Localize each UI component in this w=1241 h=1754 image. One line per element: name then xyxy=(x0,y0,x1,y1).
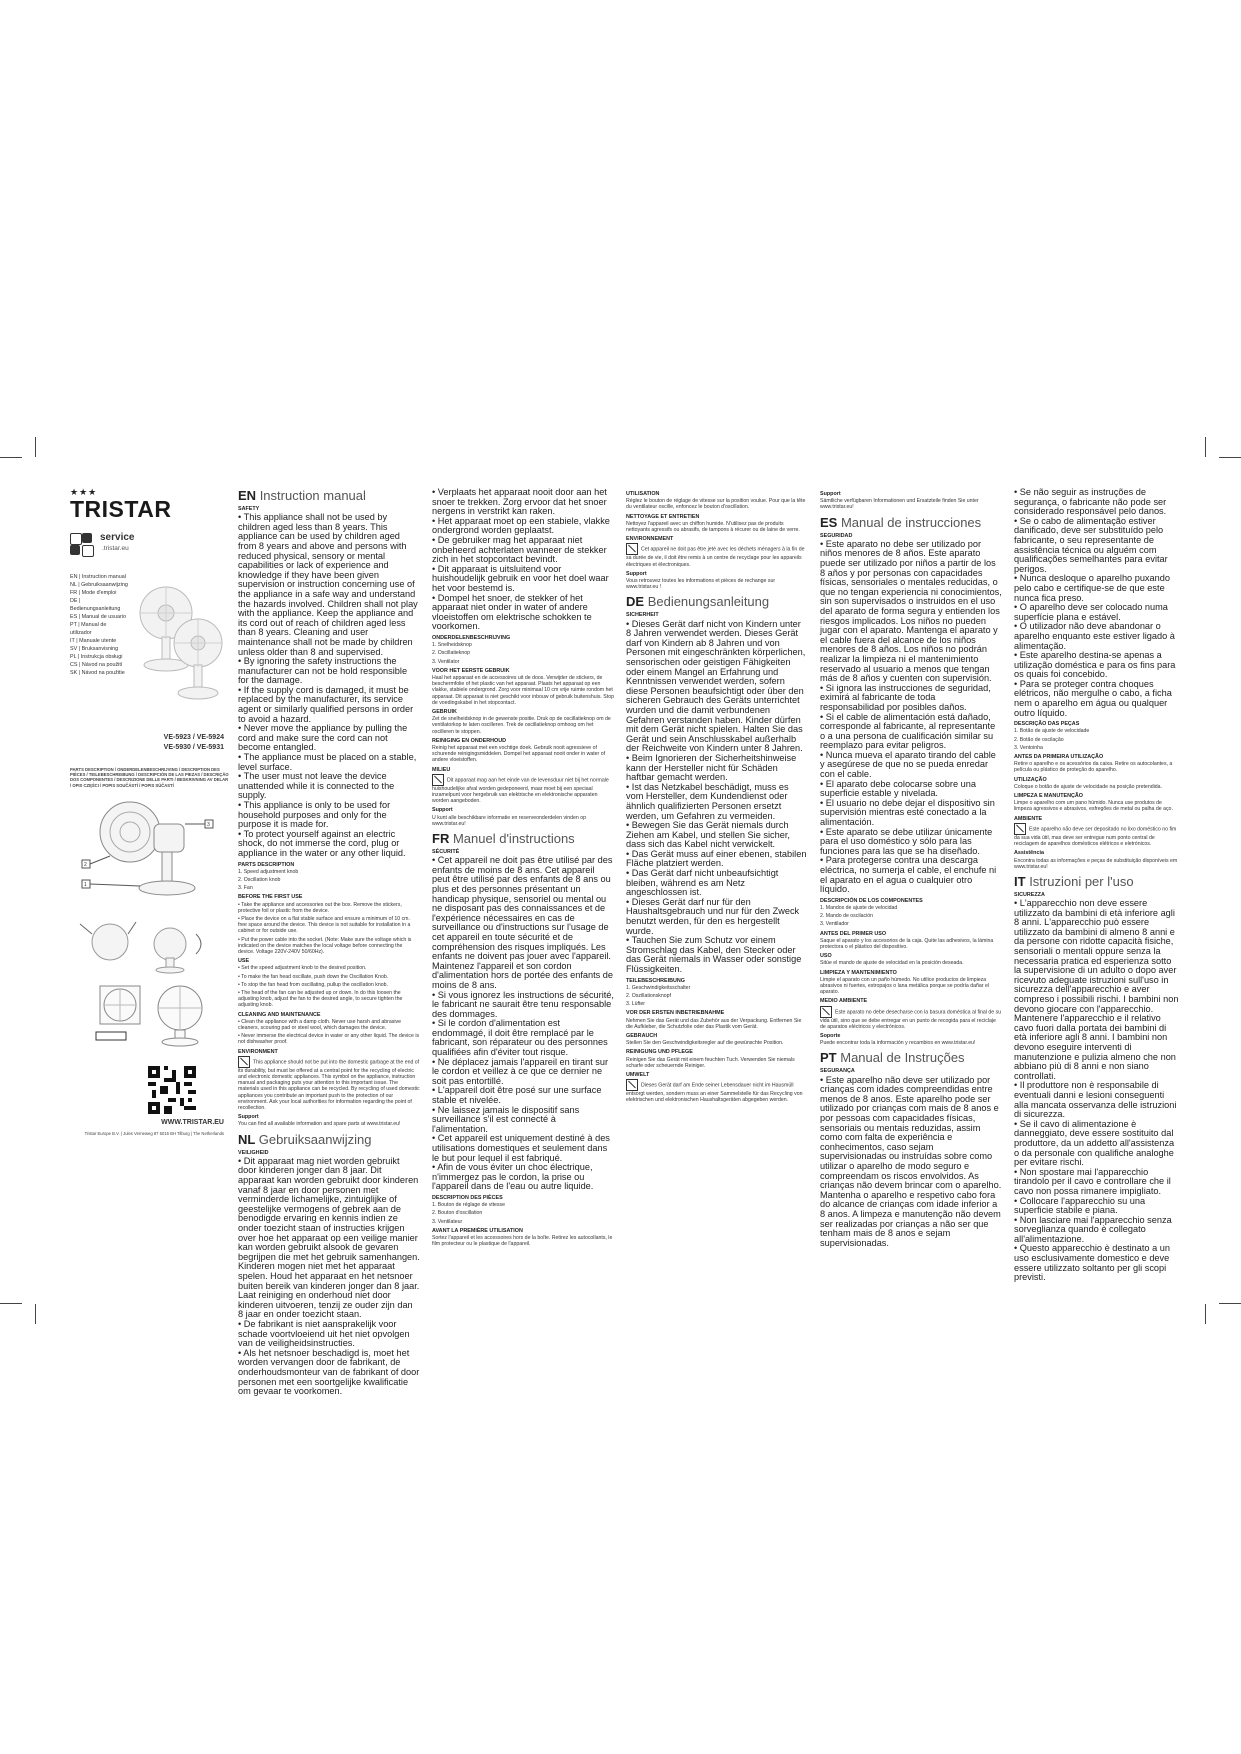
paragraph: • Set the speed adjustment knob to the desired position. xyxy=(238,965,420,971)
part-item: 2. Mando de oscilación xyxy=(820,913,874,920)
crop-mark xyxy=(35,437,36,457)
svg-text:3: 3 xyxy=(207,821,210,828)
language-item: PL | Instrukcja obsługi xyxy=(70,654,123,660)
subheading: AVANT LA PREMIÈRE UTILISATION xyxy=(432,1227,523,1234)
section-heading-it: IT Istruzioni per l'uso xyxy=(1014,873,1134,889)
parts-caption: PARTS DESCRIPTION / ONDERDELENBESCHRIJVING / DESCRIPTION DES PIÈCES / TEILEBESCHREIBUNG / DESCRIPCIÓN DE LAS PIEZAS / DESCRIÇÃO DOS COMPONENTES / DESCRIZIONE DELLE PARTI / BESKRIVNING AV DELAR / OPIS CZĘŚCI / POPIS SOUČÁSTÍ / POPIS SÚČASTÍ xyxy=(70,767,229,788)
manual-sheet xyxy=(60,487,1180,1397)
part-item: 3. Ventilador xyxy=(820,921,849,928)
paragraph: Vous retrouvez toutes les informations et pièces de rechange sur www.tristar.eu ! xyxy=(626,578,776,591)
subheading: GEBRUIK xyxy=(432,708,457,715)
paragraph: Nettoyez l'appareil avec un chiffon humide. N'utilisez pas de produits nettoyants agressifs ou abrasifs, de tampons à récurer ou de laine de verre. xyxy=(626,520,800,534)
paragraph: U kunt alle beschikbare informatie en reserveonderdelen vinden op www.tristar.eu! xyxy=(432,814,586,827)
safety-list-fr: • Cet appareil ne doit pas être utilisé par des enfants de moins de 8 ans. Cet appareil peut être utilisé par des enfants de 8 ans ou plus et des personnes présentant un handicap physique, sensoriel ou mental ou ne disposant pas des connaissances et de l'expérience nécessaires en cas de surveillance ou d'instructions sur l'usage de cet appareil en toute sécurité et de compréhension des risques impliqués. Les enfants ne doivent pas jouer avec l'appareil. Maintenez l'appareil et son cordon d'alimentation hors de portée des enfants de moins de 8 ans. • Si vous ignorez les instructions de sécurité, le fabricant ne saurait être tenu responsable des dommages. • Si le cordon d'alimentation est endommagé, il doit être remplacé par le fabricant, son réparateur ou des personnes qualifiées afin d'éviter tout risque. • Ne déplacez jamais l'appareil en tirant sur le cordon et veillez à ce que ce dernier ne soit pas entortillé. • L'appareil doit être posé sur une surface stable et nivelée. • Ne laissez jamais le dispositif sans surveillance s'il est connecté à l'alimentation. • Cet appareil est uniquement destiné à des utilisations domestiques et seulement dans le but pour lequel il est fabriqué. • Afin de vous éviter un choc électrique, n'immergez pas le cordon, la prise ou l'appareil dans de l'eau ou autre liquide. xyxy=(432,856,614,1192)
subheading: BEFORE THE FIRST USE xyxy=(238,894,303,901)
paragraph: • Place the device on a flat stable surface and ensure a minimum of 10 cm. free space around the device. This device is not suitable for installation in a cabinet or for outside use. xyxy=(238,916,420,935)
language-item: IT | Manuale utente xyxy=(70,638,117,644)
language-item: NL | Gebruiksaanwijzing xyxy=(70,582,128,588)
paragraph: Limpie el aparato con un paño húmedo. No utilice productos de limpieza abrasivos ni fuertes, estropajos o lana metálica porque se podría dañar el aparato. xyxy=(820,976,989,996)
address: Tristar Europe B.V. | Jules Verneweg 87 5015 BH Tilburg | The Netherlands xyxy=(84,1130,224,1136)
subheading: NETTOYAGE ET ENTRETIEN xyxy=(626,513,700,520)
part-item: 2. Oscillatieknop xyxy=(432,650,471,657)
safety-list-en: • This appliance shall not be used by children aged less than 8 years. This appliance can be used by children aged from 8 years and above and persons with reduced physical, sensory or mental capabilities or lack of experience and knowledge if they have been given supervision or instruction concerning use of the appliance in a safe way and understand the hazards involved. Children shall not play with the appliance. Keep the appliance and its cord out of reach of children aged less than 8 years. Cleaning and user maintenance shall not be made by children unless older than 8 and supervised. • By ignoring the safety instructions the manufacturer can not be hold responsible for the damage. • If the supply cord is damaged, it must be replaced by the manufacturer, its service agent or similarly qualified persons in order to avoid a hazard. • Never move the appliance by pulling the cord and make sure the cord can not become entangled. • The appliance must be placed on a stable, level surface. • The user must not leave the device unattended while it is connected to the supply. • This appliance is only to be used for household purposes and only for the purpose it is made for. • To protect yourself against an electric shock, do not immerse the cord, plug or appliance in the water or any other liquid. xyxy=(238,513,420,858)
subheading: CLEANING AND MAINTENANCE xyxy=(238,1011,321,1018)
language-item: DE | Bedienungsanleitung xyxy=(70,598,121,612)
language-item: ES | Manual de usuario xyxy=(70,614,126,620)
svg-text:1: 1 xyxy=(84,881,87,888)
subheading: REINIGUNG UND PFLEGE xyxy=(626,1049,693,1056)
subheading: LIMPEZA E MANUTENÇÃO xyxy=(1014,793,1083,800)
paragraph: • Take the appliance and accessories out the box. Remove the stickers, protective foil or plastic from the device. xyxy=(238,902,420,914)
model-line: VE-5923 / VE-5924 xyxy=(163,734,224,741)
subheading: VEILIGHEID xyxy=(238,1149,269,1156)
brand-logo: TRISTAR xyxy=(70,496,172,522)
language-item: FR | Mode d'emploi xyxy=(70,590,117,596)
part-item: 2. Bouton d'oscillation xyxy=(432,1210,483,1217)
part-item: 1. Botão de ajuste de velocidade xyxy=(1014,728,1090,735)
paragraph: • To stop the fan head from oscillating, pullup the oscillation knob. xyxy=(238,982,420,988)
subheading: MEDIO AMBIENTE xyxy=(820,998,868,1005)
service-icons xyxy=(70,533,94,557)
model-numbers xyxy=(70,733,224,753)
paragraph: Haal het apparaat en de accessoires uit de doos. Verwijder de stickers, de beschermfolie of het plastic van het apparaat. Plaats het apparaat op een vlakke, stabiele ondergrond. Zorg voor minimaal 10 cm vrije ruimte rondom het apparaat. Dit apparaat is niet geschikt voor inbouw of gebruik buitenshuis. Stop de voedingskabel in het stopcontact. xyxy=(432,674,614,706)
safety-list-pt-cont: • Se não seguir as instruções de segurança, o fabricante não pode ser considerado responsável pelo danos. • Se o cabo de alimentação estiver danificado, deve ser substituído pelo fabricante, o seu representante de assistência técnica ou alguém com qualificações semelhantes para evitar perigos. • Nunca desloque o aparelho puxando pelo cabo e certifique-se de que este nunca fica preso. • O aparelho deve ser colocado numa superfície plana e estável. • O utilizador não deve abandonar o aparelho enquanto este estiver ligado à alimentação. • Este aparelho destina-se apenas a utilização doméstica e para os fins para os quais foi concebido. • Para se proteger contra choques elétricos, não mergulhe o cabo, a ficha nem o aparelho em água ou qualquer outro líquido. xyxy=(1014,488,1180,718)
recycle-bin-icon xyxy=(238,1056,250,1068)
paragraph: Sämtliche verfügbaren Informationen und Ersatzteile finden Sie unter www.tristar.eu! xyxy=(820,498,979,511)
crop-mark xyxy=(35,1304,36,1324)
part-item: 3. Ventilator xyxy=(432,658,460,665)
section-heading-de: DE Bedienungsanleitung xyxy=(626,594,770,610)
column-en-nl xyxy=(238,488,420,1397)
language-item: SV | Bruksanvisning xyxy=(70,646,119,652)
assembly-diagram xyxy=(70,914,230,974)
product-photo xyxy=(128,573,228,723)
part-item: 1. Bouton de réglage de vitesse xyxy=(432,1202,505,1209)
svg-text:2: 2 xyxy=(84,861,87,868)
subheading: PARTS DESCRIPTION xyxy=(238,861,295,868)
subheading: Assistência xyxy=(1014,850,1044,857)
subheading: VOOR HET EERSTE GEBRUIK xyxy=(432,667,510,674)
model-line: VE-5930 / VE-5931 xyxy=(163,744,224,751)
part-item: 2. Botão de oscilação xyxy=(1014,736,1064,743)
subheading: SICUREZZA xyxy=(1014,891,1045,898)
column-fr-de xyxy=(626,488,808,1106)
part-item: 1. Geschwindigkeitsschalter xyxy=(626,984,691,991)
column-nl-fr xyxy=(432,488,614,1249)
paragraph: Stellen Sie den Geschwindigkeitsregler auf die gewünschte Position. xyxy=(626,1040,784,1047)
paragraph: • To make the fan head oscillate, push down the Oscillation Knob. xyxy=(238,974,420,980)
paragraph: Limpe o aparelho com um pano húmido. Nunca use produtos de limpeza agressivos e abrasivos, esfregões de metal ou palha de aço. xyxy=(1014,800,1173,813)
paragraph: Réglez le bouton de réglage de vitesse sur la position voulue. Pour que la tête du ventilateur oscille, enfoncez le bouton d'oscillation. xyxy=(626,498,806,511)
subheading: ANTES DA PRIMEIRA UTILIZAÇÃO xyxy=(1014,754,1104,761)
website-label: WWW.TRISTAR.EU xyxy=(161,1119,224,1127)
paragraph: Cet appareil ne doit pas être jeté avec les déchets ménagers à la fin de sa durée de vie, il doit être remis à un centre de recyclage pour les appareils électriques et électroniques. xyxy=(626,543,808,567)
paragraph: Puede encontrar toda la información y recambios en www.tristar.eu! xyxy=(820,1040,976,1047)
cover-column xyxy=(70,488,230,1136)
column-es-pt xyxy=(820,488,1002,1248)
part-item: 3. Ventilateur xyxy=(432,1218,463,1225)
part-item: 1. Mandos de ajuste de velocidad xyxy=(820,904,898,911)
paragraph: Sitúe el mando de ajuste de velocidad en la posición deseada. xyxy=(820,960,964,967)
subheading: MILIEU xyxy=(432,766,451,773)
subheading: TEILEBESCHREIBUNG xyxy=(626,977,686,984)
subheading: REINIGING EN ONDERHOUD xyxy=(432,737,506,744)
subheading: UTILISATION xyxy=(626,491,660,497)
paragraph: • The head of the fan can be adjusted up or down. In do this loosen the adjusting knob, adjust the fan to the desired angle, to secure tighten the adjusting knob. xyxy=(238,990,420,1009)
section-heading-en: EN Instruction manual xyxy=(238,488,366,503)
paragraph: You can find all available information and spare parts at www.tristar.eu! xyxy=(238,1121,401,1128)
part-item: 3. Fan xyxy=(238,885,253,892)
brand-stars: ★★★ xyxy=(70,487,98,497)
parts-diagram xyxy=(70,794,230,904)
paragraph: Este aparato no debe desecharse con la basura doméstica al final de su vida útil, sino que se debe entregar en un punto de recogida para el reciclaje de aparatos eléctricos y electrónicos. xyxy=(820,1006,1002,1030)
subheading: LIMPIEZA Y MANTENIMIENTO xyxy=(820,969,897,976)
language-item: CS | Návod na použití xyxy=(70,662,123,668)
paragraph: Reinigen Sie das Gerät mit einem feuchten Tuch. Verwenden Sie niemals scharfe oder scheuernde Reiniger. xyxy=(626,1056,795,1069)
paragraph: Saque el aparato y los accesorios de la caja. Quite las adhesivos, la lámina protectora o el plástico del dispositivo. xyxy=(820,937,994,950)
paragraph: Reinig het apparaat met een vochtige doek. Gebruik nooit agressieve of schurende reinigingsmiddelen. Dompel het apparaat nooit onder in water of andere vloeistoffen. xyxy=(432,744,606,764)
section-heading-es: ES Manual de instrucciones xyxy=(820,514,982,530)
part-item: 2. Oszillationsknopf xyxy=(626,993,671,1000)
subheading: DESCRIÇÃO DAS PEÇAS xyxy=(1014,721,1080,728)
subheading: DESCRIPCIÓN DE LOS COMPONENTES xyxy=(820,897,923,904)
part-item: 1. Snelheidsknop xyxy=(432,642,472,649)
safety-list-nl: • Dit apparaat mag niet worden gebruikt door kinderen jonger dan 8 jaar. Dit apparaat kan worden gebruikt door kinderen vanaf 8 jaar en door personen met verminderde lichamelijke, zintuiglijke of geestelijke vermogens of gebrek aan de benodigde ervaring en kennis indien ze onder toezicht staan of instructies krijgen over hoe het apparaat op een veilige manier kan worden gebruikt alsook de gevaren begrijpen die met het gebruik samenhangen. Kinderen mogen niet met het apparaat spelen. Houd het apparaat en het netsnoer buiten bereik van kinderen jonger dan 8 jaar. Laat reiniging en onderhoud niet door kinderen uitvoeren, tenzij ze ouder zijn dan 8 jaar en onder toezicht staan. • De fabrikant is niet aansprakelijk voor schade voortvloeiend uit het niet opvolgen van de veiligheidsinstructies. • Als het netsnoer beschadigd is, moet het worden vervangen door de fabrikant, de onderhoudsmonteur van de fabrikant of door personen met een soortgelijke kwalificatie om gevaar te voorkomen. xyxy=(238,1157,420,1397)
subheading: USO xyxy=(820,953,832,960)
subheading: SÉCURITÉ xyxy=(432,848,460,855)
paragraph: • Never immerse the electrical device in water or any other liquid. The device is not dishwasher proof. xyxy=(238,1033,420,1045)
subheading: Soporte xyxy=(820,1033,841,1040)
paragraph: Nehmen Sie das Gerät und das Zubehör aus der Verpackung. Entfernen Sie die Aufkleber, die Schutzfolie oder das Plastik vom Gerät. xyxy=(626,1017,802,1030)
language-item: PT | Manual de utilizador xyxy=(70,622,107,636)
part-item: 2. Oscillation knob xyxy=(238,876,281,883)
paragraph: • Put the power cable into the socket. (Note: Make sure the voltage which is indicated on the device matches the local voltage before connecting the device. Voltage 220V-240V 50/60Hz). xyxy=(238,937,420,956)
subheading: Support xyxy=(820,491,841,497)
crop-mark xyxy=(1205,1304,1206,1324)
subheading: SEGURANÇA xyxy=(820,1068,855,1075)
column-pt-it xyxy=(1014,488,1180,1283)
crop-mark xyxy=(0,457,22,458)
section-heading-nl: NL Gebruiksaanwijzing xyxy=(238,1131,372,1147)
recycle-bin-icon xyxy=(1014,823,1026,835)
paragraph: This appliance should not be put into the domestic garbage at the end of its durability, but must be offered at a central point for the recycling of electric and electronic domestic appliances. This symbol on the appliance, instruction manual and packaging puts your attention to this important issue. The materials used in this appliance can be recycled. By recycling of used domestic appliances you contribute an important push to the protection of our environment. Ask your local authorities for information regarding the point of recollection. xyxy=(238,1056,420,1111)
paragraph: Sortez l'appareil et les accessoires hors de la boîte. Retirez les autocollants, le film protecteur ou le plastique de l'appareil. xyxy=(432,1234,613,1248)
safety-list-nl-cont: • Verplaats het apparaat nooit door aan het snoer te trekken. Zorg ervoor dat het snoer nergens in verstrikt kan raken. • Het apparaat moet op een stabiele, vlakke ondergrond worden geplaatst. • De gebruiker mag het apparaat niet onbeheerd achterlaten wanneer de stekker zich in het stopcontact bevindt. • Dit apparaat is uitsluitend voor huishoudelijk gebruik en voor het doel waar het voor bestemd is. • Dompel het snoer, de stekker of het apparaat niet onder in water of andere vloeistoffen om elektrische schokken te voorkomen. xyxy=(432,488,614,632)
subheading: SEGURIDAD xyxy=(820,532,853,539)
subheading: UMWELT xyxy=(626,1072,650,1079)
subheading: GEBRAUCH xyxy=(626,1033,658,1040)
section-heading-pt: PT Manual de Instruções xyxy=(820,1050,965,1066)
subheading: Support xyxy=(238,1114,259,1121)
subheading: DESCRIPTION DES PIÈCES xyxy=(432,1194,503,1201)
qr-code xyxy=(148,1066,196,1114)
subheading: AMBIENTE xyxy=(1014,815,1043,822)
grille-diagram xyxy=(70,980,230,1050)
paragraph: Coloque o botão de ajuste de velocidade na posição pretendida. xyxy=(1014,783,1162,790)
service-block xyxy=(70,533,230,559)
part-item: 3. Ventoinha xyxy=(1014,744,1043,751)
subheading: ONDERDELENBESCHRIJVING xyxy=(432,634,511,641)
subheading: ENVIRONNEMENT xyxy=(626,536,674,543)
subheading: ANTES DEL PRIMER USO xyxy=(820,930,887,937)
part-item: 1. Speed adjustment knob xyxy=(238,868,299,875)
subheading: UTILIZAÇÃO xyxy=(1014,776,1047,783)
paragraph: Este aparelho não deve ser depositado no lixo doméstico no fim da sua vida útil, mas deve ser entregue num ponto central de reciclagem de aparelhos domésticos elétricos e eletrónicos. xyxy=(1014,823,1180,847)
safety-list-it: • L'apparecchio non deve essere utilizzato da bambini di età inferiore agli 8 anni. L'apparecchio può essere utilizzato da bambini di almeno 8 anni e da persone con ridotte capacità fisiche, sensoriali o mentali oppure senza la necessaria pratica ed esperienza sotto la supervisione di un adulto o dopo aver ricevuto adeguate istruzioni sull'uso in sicurezza dell'apparecchio e aver compreso i possibili rischi. I bambini non devono giocare con l'apparecchio. Mantenere l'apparecchio e il relativo cavo fuori dalla portata dei bambini di età inferiore agli 8 anni. I bambini non devono eseguire interventi di manutenzione e pulizia almeno che non abbiano più di 8 anni e non siano controllati. • Il produttore non è responsabile di eventuali danni e lesioni conseguenti alla mancata osservanza delle istruzioni di sicurezza. • Se il cavo di alimentazione è danneggiato, deve essere sostituito dal produttore, da un addetto all'assistenza o da personale con qualifiche analoghe per evitare rischi. • Non spostare mai l'apparecchio tirandolo per il cavo e controllare che il cavo non possa rimanere impigliato. • Collocare l'apparecchio su una superficie stabile e piana. • Non lasciare mai l'apparecchio senza sorveglianza quando è collegato all'alimentazione. • Questo apparecchio è destinato a un uso esclusivamente domestico e deve essere utilizzato soltanto per gli scopi previsti. xyxy=(1014,899,1180,1283)
subheading: Support xyxy=(432,807,453,814)
language-item: EN | Instruction manual xyxy=(70,574,126,580)
part-item: 3. Lüfter xyxy=(626,1001,646,1008)
safety-list-es: • Este aparato no debe ser utilizado por niños menores de 8 años. Este aparato puede ser utilizado por niños a partir de los 8 años y por personas con capacidades físicas, sensoriales o mentales reducidas, o que no tengan experiencia ni conocimientos, sin son supervisados o instruidos en el uso del aparato de forma segura y entienden los riesgos implicados. Los niños no pueden jugar con el aparato. Mantenga el aparato y el cable fuera del alcance de los niños menores de 8 años. Los niños no podrán realizar la limpieza ni el mantenimiento reservado al usuario a menos que tengan más de 8 años y cuenten con supervisión. • Si ignora las instrucciones de seguridad, eximirá al fabricante de toda responsabilidad por posibles daños. • Si el cable de alimentación está dañado, corresponde al fabricante, al representante o a una persona de cualificación similar su reemplazo para evitar peligros. • Nunca mueva el aparato tirando del cable y asegúrese de que no se pueda enredar con el cable. • El aparato debe colocarse sobre una superficie estable y nivelada. • El usuario no debe dejar el dispositivo sin supervisión mientras esté conectado a la alimentación. • Este aparato se debe utilizar únicamente para el uso doméstico y sólo para las funciones para las que se ha diseñado. • Para protegerse contra una descarga eléctrica, no sumerja el cable, el enchufe ni el aparato en el agua o cualquier otro líquido. xyxy=(820,540,1002,895)
language-item: SK | Návod na použitie xyxy=(70,670,125,676)
service-url: .tristar.eu xyxy=(102,545,129,552)
paragraph: Zet de snelheidsknop in de gewenste positie. Druk op de oscillatieknop om de ventilatorkop te laten oscilleren. Trek de oscillatieknop omhoog om het oscilleren te stoppen. xyxy=(432,716,611,735)
paragraph: Dieses Gerät darf am Ende seiner Lebensdauer nicht im Hausmüll entsorgt werden, sondern muss an einer Sammelstelle für das Recycling von elektrischen und elektronischen Haushaltsgeräten abgegeben werden. xyxy=(626,1079,808,1103)
recycle-bin-icon xyxy=(432,774,444,786)
subheading: SICHERHEIT xyxy=(626,612,659,619)
recycle-bin-icon xyxy=(626,543,638,555)
language-list xyxy=(70,573,128,723)
recycle-bin-icon xyxy=(626,1079,638,1091)
crop-mark xyxy=(0,1303,22,1304)
subheading: VOR DER ERSTEN INBETRIEBNAHME xyxy=(626,1010,725,1017)
crop-mark xyxy=(1205,437,1206,457)
crop-mark xyxy=(1219,1303,1241,1304)
paragraph: Dit apparaat mag aan het einde van de levensduur niet bij het normale huishoudelijke afval worden gedeponeerd, maar moet bij een speciaal inzamelpunt voor hergebruik van elektrische en elektronische apparaten worden aangeboden. xyxy=(432,774,614,805)
safety-list-de: • Dieses Gerät darf nicht von Kindern unter 8 Jahren verwendet werden. Dieses Gerät darf von Kindern ab 8 Jahren und von Personen mit eingeschränkten körperlichen, sensorischen oder geistigen Fähigkeiten oder einem Mangel an Erfahrung und Kenntnissen verwendet werden, sofern diese Personen beaufsichtigt oder über den sicheren Gebrauch des Geräts unterrichtet wurden und die damit verbundenen Gefahren verstanden haben. Kinder dürfen mit dem Gerät nicht spielen. Halten Sie das Gerät und sein Anschlusskabel außerhalb der Reichweite von Kindern unter 8 Jahren. • Beim Ignorieren der Sicherheitshinweise kann der Hersteller nicht für Schäden haftbar gemacht werden. • Ist das Netzkabel beschädigt, muss es vom Hersteller, dem Kundendienst oder ähnlich qualifizierten Personen ersetzt werden, um Gefahren zu vermeiden. • Bewegen Sie das Gerät niemals durch Ziehen am Kabel, und stellen Sie sicher, dass sich das Kabel nicht verwickelt. • Das Gerät muss auf einer ebenen, stabilen Fläche platziert werden. • Das Gerät darf nicht unbeaufsichtigt bleiben, während es am Netz angeschlossen ist. • Dieses Gerät darf nur für den Haushaltsgebrauch und nur für den Zweck benutzt werden, für den es hergestellt wurde. • Tauchen Sie zum Schutz vor einem Stromschlag das Kabel, den Stecker oder das Gerät niemals in Wasser oder sonstige Flüssigkeiten. xyxy=(626,620,808,975)
section-heading-fr: FR Manuel d'instructions xyxy=(432,830,575,846)
service-label: service xyxy=(100,532,135,543)
crop-mark xyxy=(1219,457,1241,458)
subheading: Support xyxy=(626,570,647,577)
subheading: ENVIRONMENT xyxy=(238,1048,278,1055)
paragraph: • Clean the appliance with a damp cloth. Never use harsh and abrasive cleaners, scouring pad or steel wool, which damages the device. xyxy=(238,1019,420,1031)
safety-list-pt: • Este aparelho não deve ser utilizado por crianças com idades compreendidas entre menos de 8 anos. Este aparelho pode ser utilizado por crianças com mais de 8 anos e por pessoas com capacidades físicas, sensoriais ou mentais reduzidas, assim como com falta de experiência e conhecimentos, caso sejam supervisionadas ou instruídas sobre como utilizar o aparelho de modo seguro e compreendam os riscos envolvidos. As crianças não devem brincar com o aparelho. Mantenha o aparelho e respetivo cabo fora do alcance de crianças com idade inferior a 8 anos. A limpeza e manutenção não devem ser realizadas por crianças a não ser que tenham mais de 8 anos e sejam supervisionadas. xyxy=(820,1076,1002,1249)
paragraph: Retire o aparelho e os acessórios da caixa. Retire os autocolantes, a película ou plástico de proteção do aparelho. xyxy=(1014,761,1173,774)
paragraph: Encontra todas as informações e peças de substituição disponíveis em www.tristar.eu! xyxy=(1014,857,1178,870)
subheading: USE xyxy=(238,958,250,965)
recycle-bin-icon xyxy=(820,1006,832,1018)
subheading: SAFETY xyxy=(238,506,260,512)
